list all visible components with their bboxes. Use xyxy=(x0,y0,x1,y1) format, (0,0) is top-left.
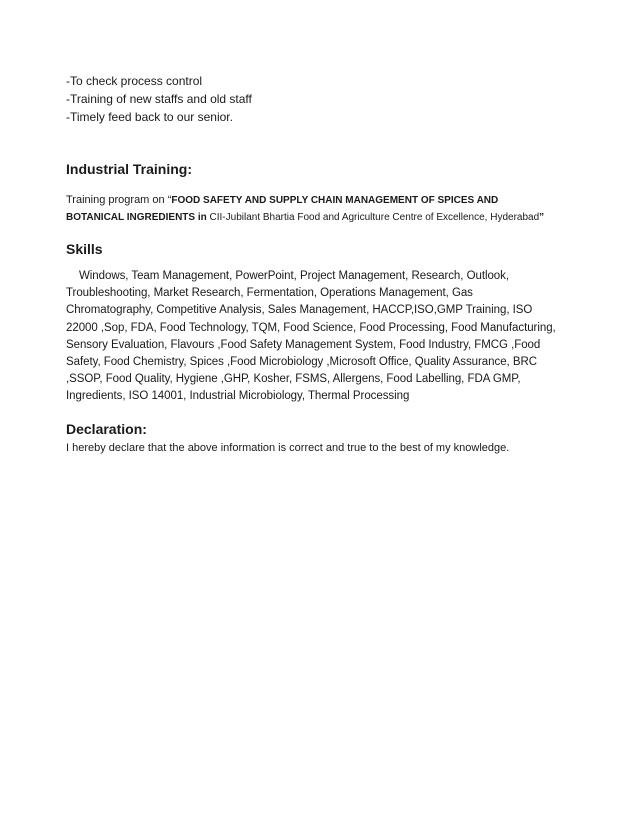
declaration-text: I hereby declare that the above information is correct and true to the best of my knowledge. xyxy=(66,441,510,454)
industrial-training-text xyxy=(66,192,556,226)
declaration-heading: Declaration: xyxy=(66,420,147,437)
responsibilities-list xyxy=(66,72,556,126)
training-program-title: FOOD SAFETY AND SUPPLY CHAIN MANAGEMENT OF SPICES AND BOTANICAL INGREDIENTS in xyxy=(66,195,499,223)
list-item: -To check process control xyxy=(66,74,203,88)
list-item: -Timely feed back to our senior. xyxy=(66,110,233,124)
skills-text: Windows, Team Management, PowerPoint, Project Management, Research, Outlook, Troubleshooting, Market Research, Fermentation, Operations Management, Gas Chromatography, Competitive Analysis, Sales Management, HACCP,ISO,GMP Training, ISO 22000 ,Sop, FDA, Food Technology, TQM, Food Science, Food Processing, Food Manufacturing, Sensory Evaluation, Flavours ,Food Safety Management System, Food Industry, FMCG ,Food Safety, Food Chemistry, Spices ,Food Microbiology ,Microsoft Office, Quality Assurance, BRC ,SSOP, Food Quality, Hygiene ,GHP, Kosher, FSMS, Allergens, Food Labelling, FDA GMP, Ingredients, ISO 14001, Industrial Microbiology, Thermal Processing xyxy=(66,270,556,403)
list-item: -Training of new staffs and old staff xyxy=(66,92,252,106)
resume-page xyxy=(66,72,556,456)
training-institution: CII-Jubilant Bhartia Food and Agriculture Centre of Excellence, Hyderabad xyxy=(206,212,540,223)
skills-heading: Skills xyxy=(66,241,103,257)
training-lead: Training program on “ xyxy=(66,194,172,206)
training-closing-quote: ” xyxy=(539,212,545,223)
industrial-training-heading: Industrial Training: xyxy=(66,161,193,177)
